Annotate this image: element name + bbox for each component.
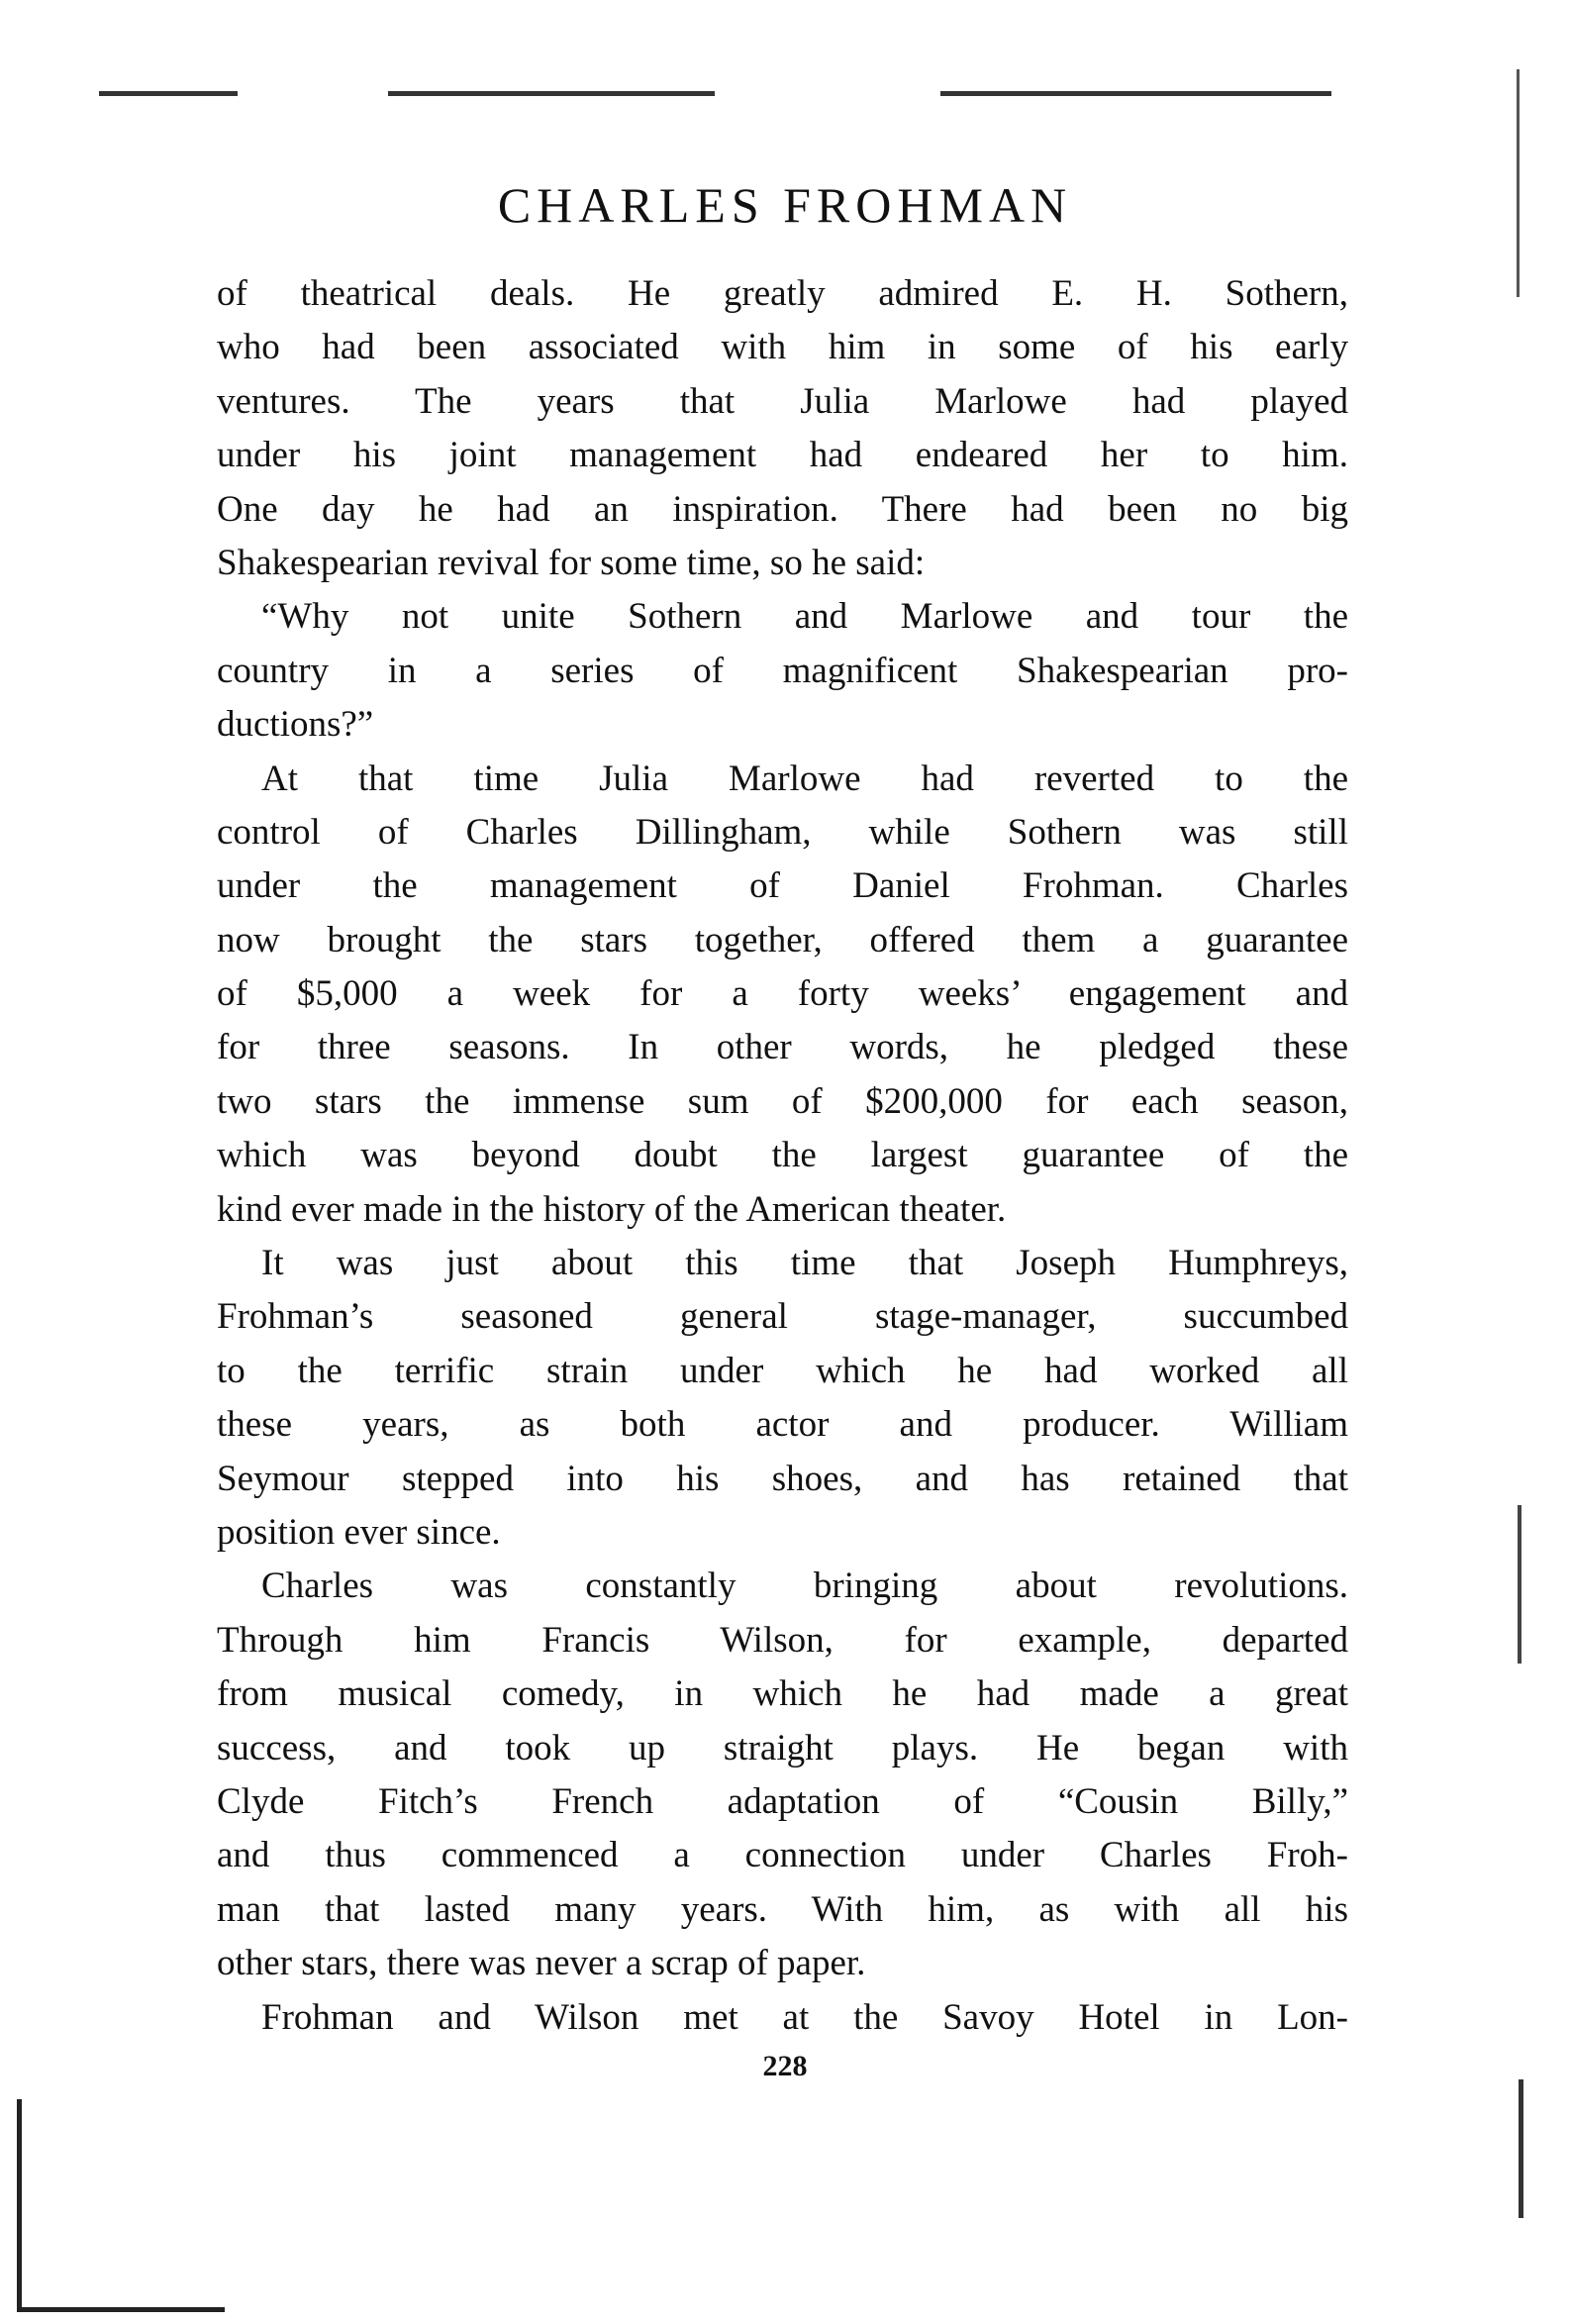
text-line: from musical comedy, in which he had made a great — [217, 1673, 1348, 1715]
page-edge-bottom — [17, 2307, 225, 2312]
text-line: under the management of Daniel Frohman. Charles — [217, 865, 1348, 907]
text-line: “Why not unite Sothern and Marlowe and tour the — [261, 596, 1348, 638]
body-text — [217, 267, 1348, 2045]
text-line: man that lasted many years. With him, as with all his — [217, 1888, 1348, 1930]
text-line: who had been associated with him in some of his early — [217, 327, 1348, 368]
text-line: now brought the stars together, offered them a guarantee — [217, 919, 1348, 960]
text-line: for three seasons. In other words, he pledged these — [217, 1027, 1348, 1068]
text-line: ductions?” — [217, 704, 374, 746]
text-line: ventures. The years that Julia Marlowe had played — [217, 380, 1348, 422]
text-line: success, and took up straight plays. He began with — [217, 1727, 1348, 1768]
text-line: At that time Julia Marlowe had reverted to the — [261, 758, 1348, 799]
text-line: Through him Francis Wilson, for example, departed — [217, 1619, 1348, 1661]
text-line: position ever since. — [217, 1511, 501, 1553]
text-line: two stars the immense sum of $200,000 for each season, — [217, 1080, 1348, 1122]
running-head: CHARLES FROHMAN — [497, 177, 1073, 233]
text-line: these years, as both actor and producer. William — [217, 1404, 1348, 1446]
page-edge-right — [1518, 1505, 1521, 1664]
page-number: 228 — [762, 2050, 808, 2082]
text-line: of theatrical deals. He greatly admired E. H. Sothern, — [217, 273, 1348, 314]
page-edge-right — [1519, 2079, 1523, 2218]
top-rule-left — [99, 91, 238, 96]
top-rule-center — [388, 91, 715, 96]
text-line: country in a series of magnificent Shakespearian pro- — [217, 650, 1348, 691]
top-rule-right — [940, 91, 1331, 96]
text-line: and thus commenced a connection under Charles Froh- — [217, 1835, 1348, 1876]
text-line: under his joint management had endeared her to him. — [217, 435, 1348, 476]
text-line: Frohman’s seasoned general stage-manager, succumbed — [217, 1296, 1348, 1338]
text-line: Seymour stepped into his shoes, and has retained that — [217, 1458, 1348, 1499]
text-line: Frohman and Wilson met at the Savoy Hotel in Lon- — [261, 1996, 1348, 2038]
text-line: It was just about this time that Joseph Humphreys, — [261, 1243, 1348, 1284]
text-line: to the terrific strain under which he had worked all — [217, 1350, 1348, 1391]
text-line: which was beyond doubt the largest guarantee of the — [217, 1135, 1348, 1176]
text-line: control of Charles Dillingham, while Sothern was still — [217, 811, 1348, 853]
text-line: Clyde Fitch’s French adaptation of “Cousin Billy,” — [217, 1780, 1348, 1822]
text-line: other stars, there was never a scrap of paper. — [217, 1943, 866, 1984]
text-line: kind ever made in the history of the American theater. — [217, 1188, 1007, 1230]
text-line: of $5,000 a week for a forty weeks’ engagement and — [217, 973, 1348, 1015]
text-line: One day he had an inspiration. There had been no big — [217, 488, 1348, 530]
page-edge-left — [17, 2099, 22, 2312]
text-line: Shakespearian revival for some time, so he said: — [217, 542, 926, 583]
text-line: Charles was constantly bringing about revolutions. — [261, 1566, 1348, 1607]
